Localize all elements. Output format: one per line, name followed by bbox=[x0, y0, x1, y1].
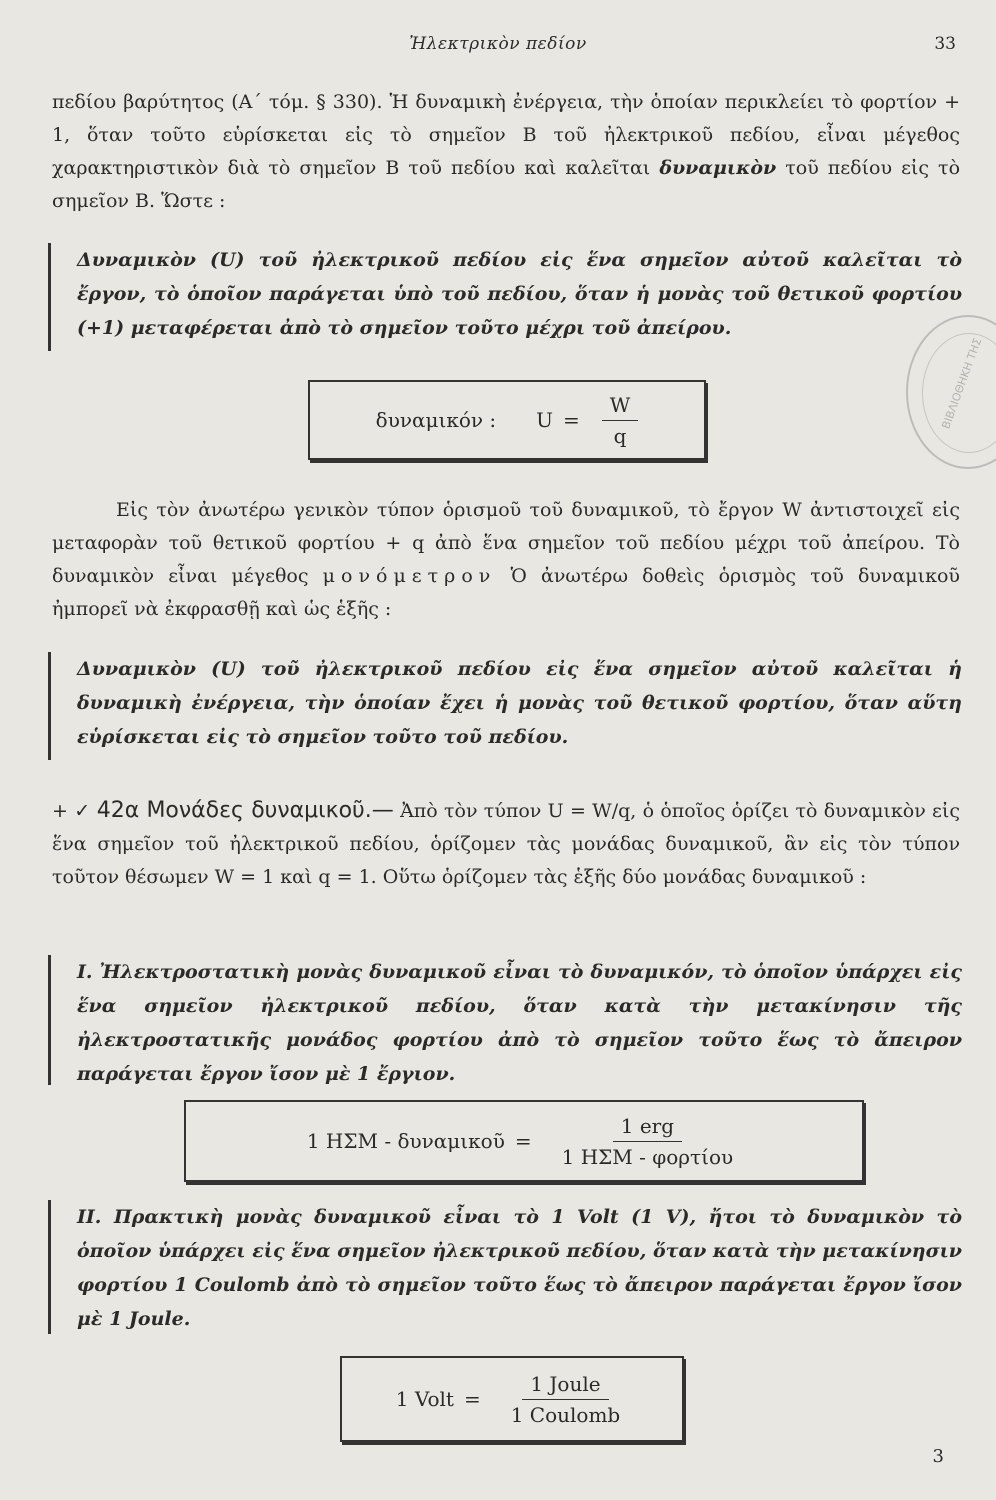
formula-1-eq: = bbox=[563, 408, 580, 432]
section-heading: 42α Μονάδες δυναμικοῦ.— bbox=[96, 798, 394, 823]
formula-2-lhs: 1 ΗΣΜ - δυναμικοῦ bbox=[306, 1129, 505, 1153]
definition-volt bbox=[48, 1200, 962, 1334]
paragraph-scalar bbox=[52, 494, 960, 626]
formula-3-numerator: 1 Joule bbox=[522, 1371, 608, 1400]
running-title: Ἠλεκτρικὸν πεδίον bbox=[409, 34, 587, 54]
scalar-text: Εἰς τὸν ἀνωτέρω γενικὸν τύπον ὁρισμοῦ τοῦ δυναμικοῦ, τὸ ἔργον W ἀντιστοιχεῖ εἰς μεταφορὰν τοῦ θετικοῦ φορτίου + q ἀπὸ ἕνα σημεῖον τοῦ πεδίου μέχρι τοῦ ἀπείρου. Τὸ δυναμικὸν εἶναι μέγεθος bbox=[52, 499, 960, 587]
signature-mark: 3 bbox=[932, 1446, 944, 1467]
formula-1-lhs: U bbox=[536, 408, 554, 432]
definition-4-number: II. bbox=[77, 1206, 102, 1228]
formula-1-fraction bbox=[602, 392, 639, 449]
formula-3-fraction bbox=[503, 1371, 629, 1428]
formula-2-numerator: 1 erg bbox=[613, 1113, 682, 1142]
formula-3-eq: = bbox=[463, 1387, 481, 1411]
definition-1-text: Δυναμικὸν (U) τοῦ ἠλεκτρικοῦ πεδίου εἰς ἕνα σημεῖον αὐτοῦ καλεῖται τὸ ἔργον, τὸ ὁποῖον παράγεται ὑπὸ τοῦ πεδίου, ὅταν ἡ μονὰς τοῦ θετικοῦ φορτίου (+1) μεταφέρεται ἀπὸ τὸ σημεῖον τοῦτο μέχρι τοῦ ἀπείρου. bbox=[77, 249, 962, 339]
definition-3-text: Ἠλεκτροστατικὴ μονὰς δυναμικοῦ εἶναι τὸ δυναμικόν, τὸ ὁποῖον ὑπάρχει εἰς ἕνα σημεῖον ἠλεκτρικοῦ πεδίου, ὅταν κατὰ τὴν μετακίνησιν τῆς ἠλεκτροστατικῆς μονάδος φορτίου ἀπὸ τὸ σημεῖον τοῦτο ἕως τὸ ἄπειρον παράγεται ἔργον ἴσον μὲ 1 ἔργιον. bbox=[77, 961, 962, 1085]
margin-marks: + ✓ bbox=[52, 800, 91, 822]
section-text: Ἀπὸ τὸν τύπον U = W/q, ὁ ὁποῖος ὁρίζει τὸ δυναμικὸν εἰς ἕνα σημεῖον τοῦ ἠλεκτρικοῦ πεδίου, ὁρίζομεν τὰς μονάδας δυναμικοῦ, ἂν εἰς τὸν τύπον τοῦτον θέσωμεν W = 1 καὶ q = 1. Οὕτω ὁρίζομεν τὰς ἑξῆς δύο μονάδας δυναμικοῦ : bbox=[52, 800, 960, 888]
definition-potential-work bbox=[48, 243, 962, 351]
formula-2-fraction bbox=[554, 1113, 742, 1170]
page-number: 33 bbox=[934, 34, 956, 54]
formula-2-eq: = bbox=[514, 1129, 532, 1153]
formula-1-numerator: W bbox=[602, 392, 639, 421]
formula-1-denominator: q bbox=[613, 423, 627, 448]
formula-1-label: δυναμικόν : bbox=[375, 408, 497, 432]
formula-potential-box bbox=[308, 380, 706, 460]
intro-tail: τοῦ πεδίου εἰς τὸ σημεῖον Β. Ὥστε : bbox=[52, 157, 961, 212]
definition-potential-energy bbox=[48, 652, 962, 760]
formula-2-denominator: 1 ΗΣΜ - φορτίου bbox=[561, 1144, 734, 1169]
paragraph-intro bbox=[52, 86, 960, 218]
formula-3-denominator: 1 Coulomb bbox=[510, 1402, 621, 1427]
formula-volt-box bbox=[340, 1356, 684, 1442]
definition-3-number: I. bbox=[77, 961, 93, 983]
definition-2-text: Δυναμικὸν (U) τοῦ ἠλεκτρικοῦ πεδίου εἰς ἕνα σημεῖον αὐτοῦ καλεῖται ἡ δυναμικὴ ἐνέργεια, τὴν ὁποίαν ἔχει ἡ μονὰς τοῦ θετικοῦ φορτίου, ὅταν αὕτη εὑρίσκεται εἰς τὸ σημεῖον τοῦτο τοῦ πεδίου. bbox=[77, 658, 962, 748]
page-header bbox=[0, 34, 996, 58]
definition-4-text: Πρακτικὴ μονὰς δυναμικοῦ εἶναι τὸ 1 Volt (1 V), ἤτοι τὸ δυναμικὸν τὸ ὁποῖον ὑπάρχει εἰς ἕνα σημεῖον ἠλεκτρικοῦ πεδίου, ὅταν κατὰ τὴν μετακίνησιν φορτίου 1 Coulomb ἀπὸ τὸ σημεῖον τοῦτο ἕως τὸ ἄπειρον παράγεται ἔργον ἴσον μὲ 1 Joule. bbox=[77, 1206, 962, 1330]
formula-3-lhs: 1 Volt bbox=[395, 1387, 454, 1411]
section-units bbox=[52, 794, 960, 894]
definition-esu bbox=[48, 955, 962, 1085]
library-stamp-text: ΒΙΒΛΙΟΘΗΚΗ ΤΗΣ bbox=[939, 336, 985, 431]
scalar-tail: Ὁ ἀνωτέρω δοθεὶς ὁρισμὸς τοῦ δυναμικοῦ ἠμπορεῖ νὰ ἐκφρασθῇ καὶ ὡς ἑξῆς : bbox=[52, 565, 960, 620]
formula-esu-box bbox=[184, 1100, 864, 1182]
intro-text: πεδίου βαρύτητος (Α΄ τόμ. § 330). Ἡ δυναμικὴ ἐνέργεια, τὴν ὁποίαν περικλείει τὸ φορτίον + 1, ὅταν τοῦτο εὑρίσκεται εἰς τὸ σημεῖον Β τοῦ ἠλεκτρικοῦ πεδίου, εἶναι μέγεθος χαρακτηριστικὸν διὰ τὸ σημεῖον Β τοῦ πεδίου καὶ καλεῖται bbox=[52, 91, 960, 179]
intro-bold-term: δυναμικὸν bbox=[659, 157, 777, 179]
scalar-spaced-word: μονόμετρον bbox=[322, 565, 497, 587]
